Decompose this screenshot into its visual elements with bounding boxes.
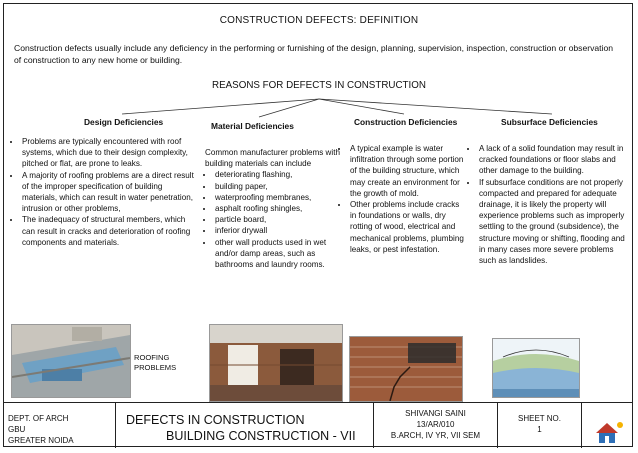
branch-lines (4, 4, 634, 134)
subsurface-list (466, 143, 630, 266)
definition-text: Construction defects usually include any deficiency in the performing or furnishing of the design, planning, supervision, inspection, construction or observation of construction to any new home or building. (14, 43, 614, 65)
dept-line-1: DEPT. OF ARCH (8, 414, 69, 423)
author-course: B.ARCH, IV YR, VII SEM (390, 431, 481, 440)
list-item: • If subsurface conditions are not properly compacted and prepared for adequate drainage, it is likely the property will experience problems such as improperly settling to the ground (subsidence), the structure moving or shifting, flooding and in many cases more severe problems such as landslides. (478, 177, 630, 267)
construction-list (337, 143, 467, 255)
sheet-title-cell (116, 403, 374, 448)
list-item: • other wall products used in wet and/or damp areas, such as bathrooms and laundry rooms. (214, 237, 342, 271)
heading-subsurface: Subsurface Deficiencies (501, 117, 598, 127)
page-title: CONSTRUCTION DEFECTS: DEFINITION (219, 15, 419, 26)
heading-construction: Construction Deficiencies (354, 117, 458, 127)
list-item: • building paper, (214, 181, 342, 192)
roofing-caption: ROOFING PROBLEMS (134, 353, 177, 372)
material-photo (209, 324, 343, 402)
dept-line-2: GBU (8, 425, 26, 434)
material-column (202, 147, 342, 270)
author-roll: 13/AR/010 (416, 420, 455, 429)
sheet-title-line-2: BUILDING CONSTRUCTION - VII (166, 429, 356, 443)
subsurface-diagram-art (493, 339, 579, 397)
branch-line-subsurface (319, 99, 552, 114)
subsurface-diagram (492, 338, 580, 398)
list-item: • The inadequacy of structural members, which can result in cracks and deterioration of roofing components and materials. (21, 214, 195, 248)
dept-line-3: GREATER NOIDA (8, 436, 74, 445)
list-item: • waterproofing membranes, (214, 192, 342, 203)
construction-photo (349, 336, 463, 402)
material-photo-art (210, 325, 342, 401)
subsurface-column (466, 143, 630, 266)
list-item: • Other problems include cracks in foundations or walls, dry rotting of wood, electrical and mechanical problems, plumbing leaks, or pest infestation. (349, 199, 467, 255)
reasons-title: REASONS FOR DEFECTS IN CONSTRUCTION (212, 80, 426, 91)
list-item: • Problems are typically encountered with roof systems, which due to their design complexity, pitched or flat, are prone to leaks. (21, 136, 195, 170)
roofing-photo (11, 324, 131, 398)
construction-photo-art (350, 337, 462, 401)
branch-line-material (259, 99, 319, 117)
material-intro: Common manufacturer problems with building materials can include (205, 148, 340, 169)
list-item: • particle board, (214, 214, 342, 225)
list-item: • A lack of a solid foundation may result in cracked foundations or floor slabs and other damage to the building. (478, 143, 630, 177)
sheet-number: 1 (537, 425, 542, 434)
house-logo-icon (582, 403, 632, 448)
drawing-sheet (3, 3, 633, 447)
list-item: • A majority of roofing problems are a direct result of the improper specification of building materials, which can result in water penetration, intrusion or other problems, (21, 170, 195, 215)
construction-column (337, 143, 467, 255)
logo-cell (582, 403, 632, 448)
list-item: • inferior drywall (214, 225, 342, 236)
heading-material: Material Deficiencies (211, 121, 294, 131)
list-item: • deteriorating flashing, (214, 169, 342, 180)
heading-design: Design Deficiencies (84, 117, 164, 127)
sheet-title-line-1: DEFECTS IN CONSTRUCTION (126, 413, 305, 427)
title-block (4, 402, 632, 448)
sheet-label: SHEET NO. (518, 414, 561, 423)
list-item: • asphalt roofing shingles, (214, 203, 342, 214)
roofing-photo-art (12, 325, 130, 397)
dept-cell (4, 403, 116, 448)
sheet-number-cell (498, 403, 582, 448)
material-list (202, 169, 342, 270)
design-column (9, 136, 195, 248)
list-item: • A typical example is water infiltration through some portion of the building structure, which may create an environment for the growth of mold. (349, 143, 467, 199)
branch-line-construction (319, 99, 404, 114)
branch-line-design (122, 99, 319, 114)
design-list (9, 136, 195, 248)
author-cell (374, 403, 498, 448)
author-name: SHIVANGI SAINI (405, 409, 466, 418)
